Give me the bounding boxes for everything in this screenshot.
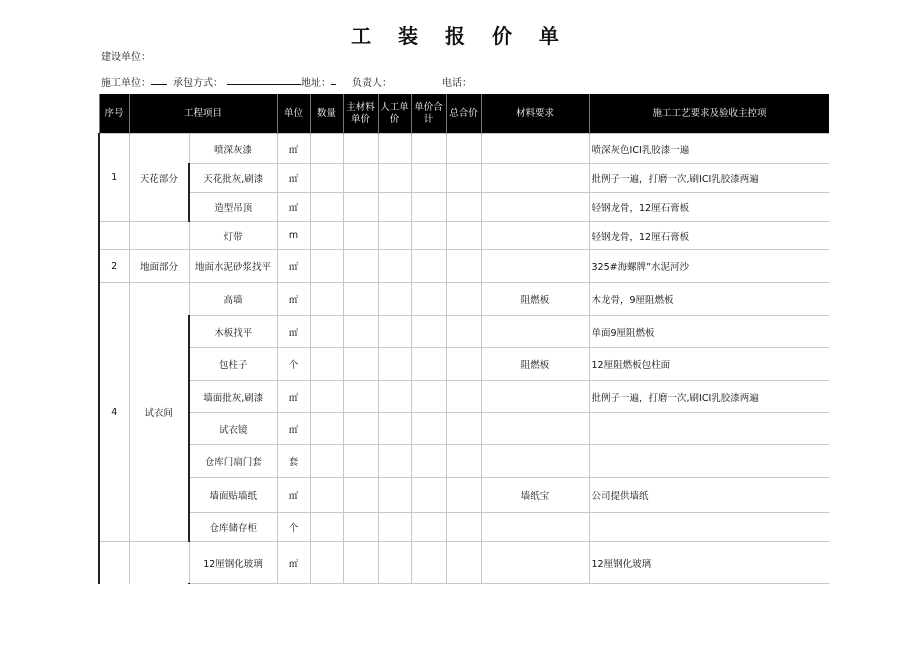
material-price-cell[interactable] — [343, 164, 378, 193]
unit-cell: ㎡ — [277, 134, 310, 164]
total-cell[interactable] — [446, 584, 481, 585]
process-req-cell — [589, 445, 829, 478]
unit-cell: 个 — [277, 348, 310, 381]
qty-cell[interactable] — [310, 134, 343, 164]
labor-price-cell[interactable] — [378, 283, 411, 316]
info-line — [101, 74, 472, 89]
labor-price-cell[interactable] — [378, 381, 411, 413]
table-row — [99, 134, 829, 164]
process-req-cell: 325#海螺牌”水泥河沙 — [589, 250, 829, 283]
unit-total-cell[interactable] — [411, 222, 446, 250]
material-req-cell — [481, 542, 589, 584]
table-row — [99, 584, 829, 585]
process-req-cell — [589, 513, 829, 542]
header-process-req: 施工工艺要求及验收主控项 — [589, 94, 829, 134]
unit-total-cell[interactable] — [411, 250, 446, 283]
material-price-cell[interactable] — [343, 413, 378, 445]
unit-total-cell[interactable] — [411, 584, 446, 585]
item-name-cell: 仓库储存柜 — [189, 513, 277, 542]
table-row — [99, 348, 829, 381]
total-cell[interactable] — [446, 348, 481, 381]
process-req-cell: 公司提供墙纸 — [589, 478, 829, 513]
qty-cell[interactable] — [310, 381, 343, 413]
total-cell[interactable] — [446, 381, 481, 413]
header-material-price: 主材料单价 — [343, 94, 378, 134]
unit-cell: 套 — [277, 445, 310, 478]
process-req-cell: 单面9厘阻燃板 — [589, 316, 829, 348]
total-cell[interactable] — [446, 316, 481, 348]
unit-cell: ㎡ — [277, 316, 310, 348]
item-name-cell: 墙面贴墙纸 — [189, 478, 277, 513]
address-label: 地址： — [301, 78, 331, 89]
unit-total-cell[interactable] — [411, 478, 446, 513]
labor-price-cell[interactable] — [378, 222, 411, 250]
item-name-cell: 12厘钢化玻璃 — [189, 542, 277, 584]
unit-cell: ㎡ — [277, 381, 310, 413]
quote-table-wrapper — [98, 94, 829, 584]
labor-price-cell[interactable] — [378, 164, 411, 193]
material-price-cell[interactable] — [343, 584, 378, 585]
total-cell[interactable] — [446, 164, 481, 193]
qty-cell[interactable] — [310, 164, 343, 193]
qty-cell[interactable] — [310, 316, 343, 348]
person-label: 负责人： — [352, 78, 392, 89]
unit-total-cell[interactable] — [411, 164, 446, 193]
item-name-cell: 地面水泥砂浆找平 — [189, 250, 277, 283]
material-price-cell[interactable] — [343, 222, 378, 250]
qty-cell[interactable] — [310, 283, 343, 316]
process-req-cell: 12厘钢化玻璃 — [589, 542, 829, 584]
process-req-cell: 批例子一遍，打磨一次,刷ICI乳胶漆两遍 — [589, 381, 829, 413]
unit-cell: ㎡ — [277, 413, 310, 445]
table-row — [99, 445, 829, 478]
page-title: 工 装 报 价 单 — [351, 24, 569, 48]
labor-price-cell[interactable] — [378, 193, 411, 222]
unit-cell: ㎡ — [277, 478, 310, 513]
total-cell[interactable] — [446, 542, 481, 584]
material-req-cell — [481, 413, 589, 445]
unit-total-cell[interactable] — [411, 193, 446, 222]
unit-total-cell[interactable] — [411, 316, 446, 348]
process-req-cell: 轻钢龙骨，12厘石膏板 — [589, 193, 829, 222]
table-row — [99, 542, 829, 584]
labor-price-cell[interactable] — [378, 316, 411, 348]
labor-price-cell[interactable] — [378, 513, 411, 542]
material-req-cell: 墙纸宝 — [481, 478, 589, 513]
unit-cell: m — [277, 222, 310, 250]
material-price-cell[interactable] — [343, 316, 378, 348]
table-row — [99, 222, 829, 250]
item-name-cell — [189, 584, 277, 585]
unit-cell — [277, 584, 310, 585]
process-req-cell — [589, 584, 829, 585]
material-req-cell — [481, 134, 589, 164]
item-name-cell: 天花批灰,刷漆 — [189, 164, 277, 193]
material-req-cell — [481, 381, 589, 413]
material-req-cell — [481, 584, 589, 585]
total-cell[interactable] — [446, 413, 481, 445]
item-name-cell: 高墙 — [189, 283, 277, 316]
total-cell[interactable] — [446, 283, 481, 316]
qty-cell[interactable] — [310, 413, 343, 445]
material-price-cell[interactable] — [343, 193, 378, 222]
labor-price-cell[interactable] — [378, 348, 411, 381]
labor-price-cell[interactable] — [378, 584, 411, 585]
total-cell[interactable] — [446, 445, 481, 478]
unit-total-cell[interactable] — [411, 381, 446, 413]
contract-field[interactable] — [227, 74, 301, 85]
total-cell[interactable] — [446, 193, 481, 222]
total-cell[interactable] — [446, 250, 481, 283]
seq-cell: 2 — [99, 250, 129, 283]
header-seq: 序号 — [99, 94, 129, 134]
material-price-cell[interactable] — [343, 381, 378, 413]
seq-cell: 1 — [99, 134, 129, 222]
table-row — [99, 413, 829, 445]
material-price-cell[interactable] — [343, 445, 378, 478]
labor-price-cell[interactable] — [378, 478, 411, 513]
table-row — [99, 316, 829, 348]
header-unit-total: 单价合计 — [411, 94, 446, 134]
unit-total-cell[interactable] — [411, 413, 446, 445]
table-row — [99, 250, 829, 283]
qty-cell[interactable] — [310, 478, 343, 513]
qty-cell[interactable] — [310, 584, 343, 585]
process-req-cell: 12厘阻燃板包柱面 — [589, 348, 829, 381]
seq-cell — [99, 222, 129, 250]
labor-price-cell[interactable] — [378, 413, 411, 445]
process-req-cell: 批例子一遍，打磨一次,刷ICI乳胶漆两遍 — [589, 164, 829, 193]
header-item: 工程项目 — [129, 94, 277, 134]
qty-cell[interactable] — [310, 445, 343, 478]
header-unit: 单位 — [277, 94, 310, 134]
category-cell — [129, 222, 189, 250]
table-header-row — [99, 94, 829, 134]
material-req-cell: 阻燃板 — [481, 283, 589, 316]
seq-cell — [99, 542, 129, 585]
category-cell: 地面部分 — [129, 250, 189, 283]
header-labor-price: 人工单价 — [378, 94, 411, 134]
category-cell: 试衣间 — [129, 283, 189, 542]
process-req-cell: 喷深灰色ICI乳胶漆一遍 — [589, 134, 829, 164]
material-req-cell: 阻燃板 — [481, 348, 589, 381]
process-req-cell — [589, 413, 829, 445]
material-req-cell — [481, 316, 589, 348]
material-price-cell[interactable] — [343, 348, 378, 381]
labor-price-cell[interactable] — [378, 134, 411, 164]
qty-cell[interactable] — [310, 348, 343, 381]
qty-cell[interactable] — [310, 513, 343, 542]
unit-total-cell[interactable] — [411, 542, 446, 584]
header-qty: 数量 — [310, 94, 343, 134]
labor-price-cell[interactable] — [378, 250, 411, 283]
material-price-cell[interactable] — [343, 513, 378, 542]
labor-price-cell[interactable] — [378, 542, 411, 584]
total-cell[interactable] — [446, 222, 481, 250]
material-price-cell[interactable] — [343, 478, 378, 513]
qty-cell[interactable] — [310, 542, 343, 584]
qty-cell[interactable] — [310, 250, 343, 283]
table-row — [99, 381, 829, 413]
builder-field[interactable] — [151, 74, 167, 85]
material-price-cell[interactable] — [343, 250, 378, 283]
material-price-cell[interactable] — [343, 542, 378, 584]
material-req-cell — [481, 513, 589, 542]
item-name-cell: 试衣镜 — [189, 413, 277, 445]
construction-unit-label: 建设单位： — [101, 52, 151, 63]
total-cell[interactable] — [446, 513, 481, 542]
unit-total-cell[interactable] — [411, 134, 446, 164]
unit-cell: ㎡ — [277, 542, 310, 584]
builder-label: 施工单位： — [101, 78, 151, 89]
total-cell[interactable] — [446, 134, 481, 164]
item-name-cell: 造型吊顶 — [189, 193, 277, 222]
table-row — [99, 193, 829, 222]
item-name-cell: 仓库门扇门套 — [189, 445, 277, 478]
unit-cell: ㎡ — [277, 283, 310, 316]
qty-cell[interactable] — [310, 193, 343, 222]
material-req-cell — [481, 222, 589, 250]
unit-cell: 个 — [277, 513, 310, 542]
table-row — [99, 513, 829, 542]
table-row — [99, 164, 829, 193]
unit-total-cell[interactable] — [411, 445, 446, 478]
unit-cell: ㎡ — [277, 164, 310, 193]
process-req-cell: 轻钢龙骨，12厘石膏板 — [589, 222, 829, 250]
item-name-cell: 灯带 — [189, 222, 277, 250]
table-row — [99, 283, 829, 316]
material-price-cell[interactable] — [343, 134, 378, 164]
unit-cell: ㎡ — [277, 193, 310, 222]
unit-total-cell[interactable] — [411, 513, 446, 542]
phone-label: 电话： — [442, 78, 472, 89]
material-req-cell — [481, 250, 589, 283]
table-row — [99, 478, 829, 513]
item-name-cell: 包柱子 — [189, 348, 277, 381]
contract-label: 承包方式： — [173, 78, 223, 89]
quote-table — [98, 94, 829, 584]
category-cell: 天花部分 — [129, 134, 189, 222]
unit-cell: ㎡ — [277, 250, 310, 283]
item-name-cell: 木板找平 — [189, 316, 277, 348]
labor-price-cell[interactable] — [378, 445, 411, 478]
unit-total-cell[interactable] — [411, 283, 446, 316]
seq-cell: 4 — [99, 283, 129, 542]
header-total: 总合价 — [446, 94, 481, 134]
process-req-cell: 木龙骨，9厘阻燃板 — [589, 283, 829, 316]
material-req-cell — [481, 445, 589, 478]
material-price-cell[interactable] — [343, 283, 378, 316]
category-cell — [129, 542, 189, 585]
unit-total-cell[interactable] — [411, 348, 446, 381]
item-name-cell: 喷深灰漆 — [189, 134, 277, 164]
material-req-cell — [481, 164, 589, 193]
qty-cell[interactable] — [310, 222, 343, 250]
item-name-cell: 墙面批灰,刷漆 — [189, 381, 277, 413]
header-material-req: 材料要求 — [481, 94, 589, 134]
total-cell[interactable] — [446, 478, 481, 513]
material-req-cell — [481, 193, 589, 222]
